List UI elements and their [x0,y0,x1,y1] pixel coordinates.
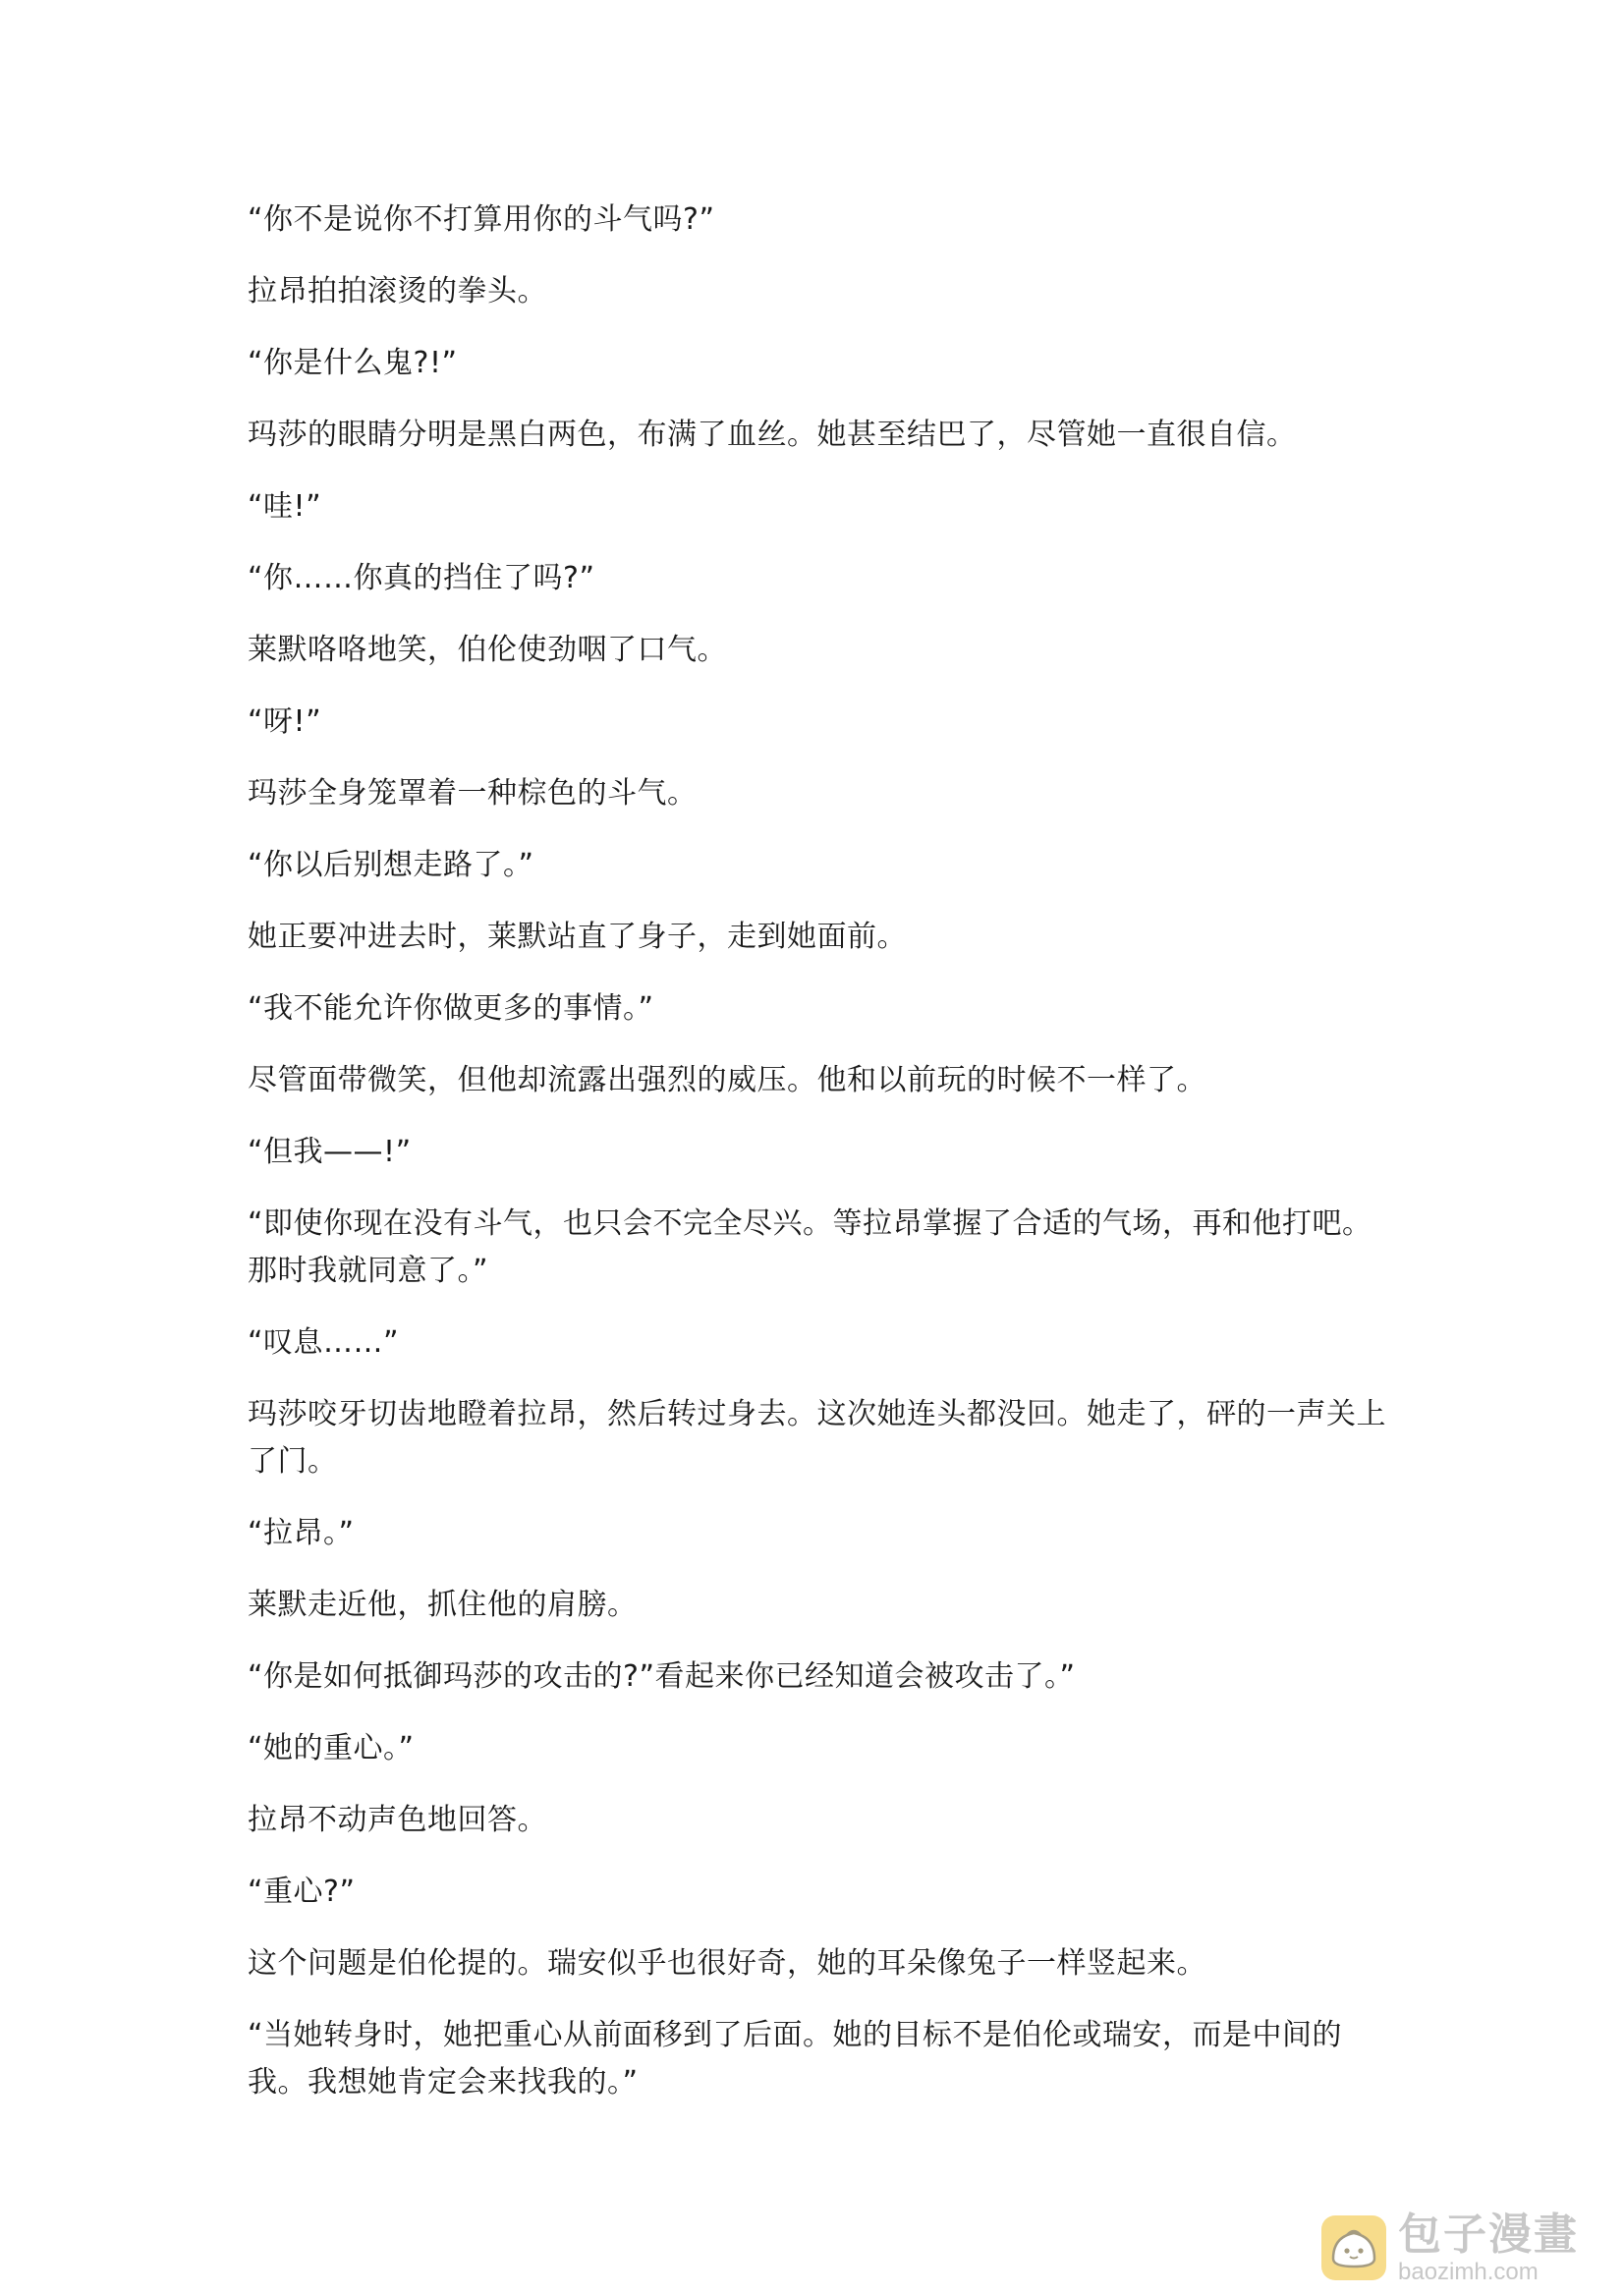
paragraph: “你是什么鬼?!” [248,346,458,380]
paragraph: “叹息……” [248,1325,400,1360]
site-watermark [1321,2209,1616,2287]
paragraph: “即使你现在没有斗气，也只会不完全尽兴。等拉昂掌握了合适的气场，再和他打吧。那时我就同意了。” [248,1206,1372,1288]
paragraph: 尽管面带微笑，但他却流露出强烈的威压。他和以前玩的时候不一样了。 [248,1063,1206,1097]
paragraph: “呀!” [248,704,322,739]
watermark-text [1398,2211,1579,2285]
paragraph: “哇!” [248,489,322,524]
paragraph: 莱默走近他，抓住他的肩膀。 [248,1588,638,1622]
paragraph: 拉昂拍拍滚烫的拳头。 [248,274,547,308]
paragraph: 玛莎咬牙切齿地瞪着拉昂，然后转过身去。这次她连头都没回。她走了，砰的一声关上了门。 [248,1397,1386,1479]
paragraph: “但我——!” [248,1135,412,1169]
watermark-url: baozimh.com [1398,2259,1539,2285]
paragraph: 玛莎的眼睛分明是黑白两色，布满了血丝。她甚至结巴了，尽管她一直很自信。 [248,418,1297,452]
watermark-title: 包子漫畫 [1398,2210,1579,2260]
paragraph: 莱默咯咯地笑，伯伦使劲咽了口气。 [248,633,727,667]
paragraph: 拉昂不动声色地回答。 [248,1803,547,1837]
paragraph: “你不是说你不打算用你的斗气吗?” [248,202,715,237]
paragraph: “你是如何抵御玛莎的攻击的?”看起来你已经知道会被攻击了。” [248,1659,1076,1694]
paragraph: “当她转身时，她把重心从前面移到了后面。她的目标不是伯伦或瑞安，而是中间的我。我想她肯定会来找我的。” [248,2018,1343,2100]
novel-text-body [248,196,1397,2131]
bun-mascot-icon [1321,2215,1386,2280]
paragraph: “重心?” [248,1875,356,1909]
paragraph: 玛莎全身笼罩着一种棕色的斗气。 [248,776,698,811]
paragraph: 她正要冲进去时，莱默站直了身子，走到她面前。 [248,920,907,954]
paragraph: “我不能允许你做更多的事情。” [248,991,654,1026]
paragraph: “她的重心。” [248,1731,415,1765]
paragraph: “你以后别想走路了。” [248,848,534,882]
paragraph: 这个问题是伯伦提的。瑞安似乎也很好奇，她的耳朵像兔子一样竖起来。 [248,1946,1206,1981]
paragraph: “你……你真的挡住了吗?” [248,561,595,595]
paragraph: “拉昂。” [248,1516,355,1550]
